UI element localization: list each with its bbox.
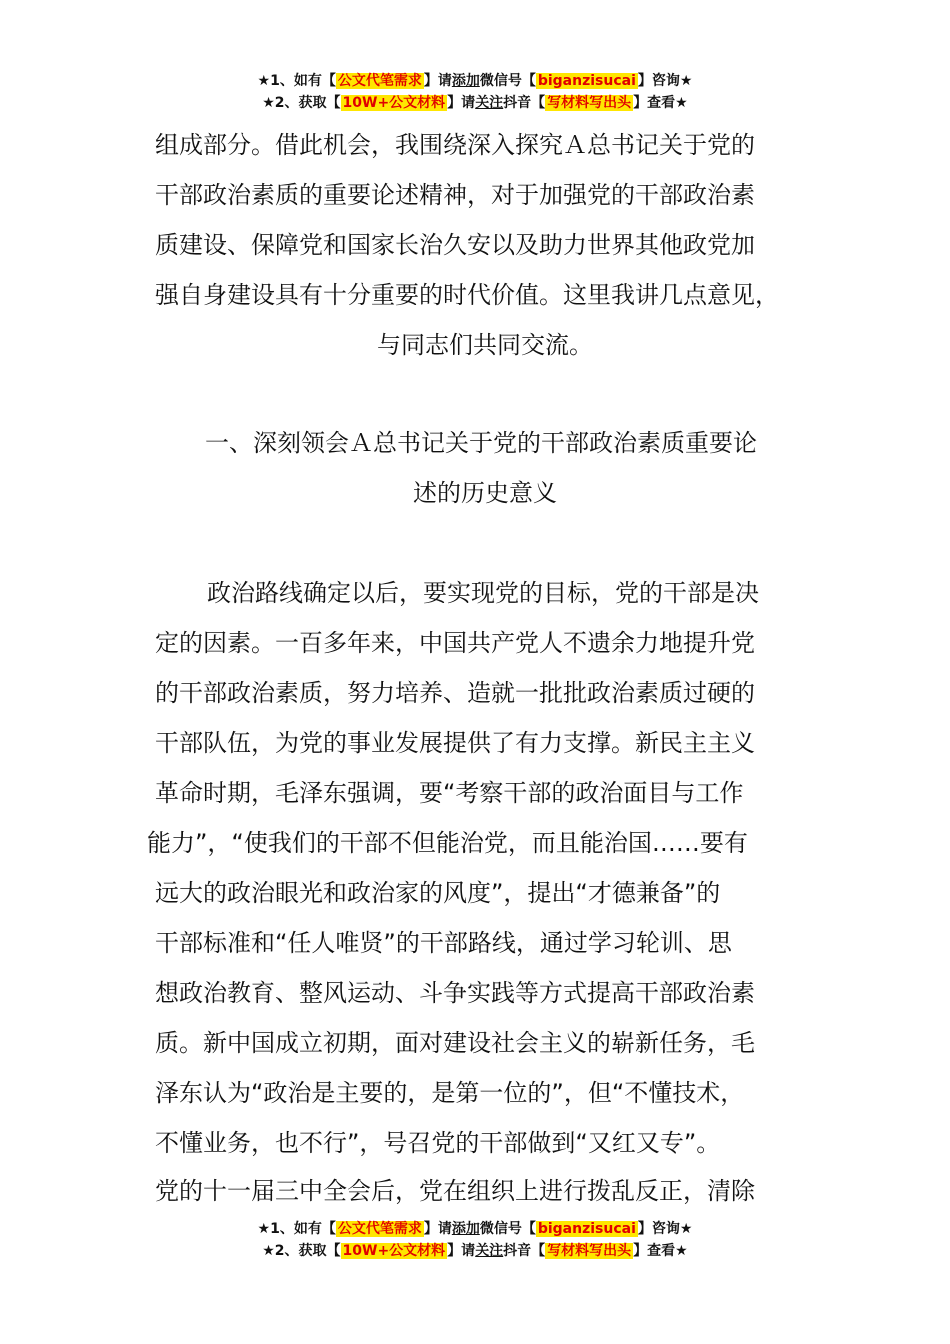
banner-line-2 [0,1240,950,1262]
banner-text: 】咨询★ [637,73,693,89]
banner-text: 抖音【 [503,95,546,111]
banner-text: 】请 [447,1243,476,1259]
banner-text: 抖音【 [503,1243,546,1259]
paragraph-line: 党的十一届三中全会后，党在组织上进行拨乱反正，清除 [155,1177,755,1205]
intro-line: 质建设、保障党和国家长治久安以及助力世界其他政党加 [155,231,755,259]
highlight-materials: 10W+公文材料 [342,95,446,111]
intro-line: 组成部分。借此机会，我围绕深入探究Ａ总书记关于党的 [155,131,755,159]
paragraph-line: 泽东认为“政治是主要的，是第一位的”，但“不懂技术， [155,1079,745,1107]
highlight-douyin-account: 写材料写出头 [547,95,632,111]
paragraph-line: 的干部政治素质，努力培养、造就一批批政治素质过硬的 [155,679,755,707]
banner-text: 微信号【 [479,1221,536,1237]
banner-text: ★1、如有【 [257,1221,336,1237]
banner-text: 】请 [423,1221,452,1237]
paragraph-line: 想政治教育、整风运动、斗争实践等方式提高干部政治素 [155,979,755,1007]
banner-underlined-text: 添加 [451,73,480,89]
banner-underlined-text: 关注 [475,95,504,111]
intro-line: 强自身建设具有十分重要的时代价值。这里我讲几点意见， [155,281,779,309]
banner-text: 】咨询★ [637,1221,693,1237]
paragraph-line: 质。新中国成立初期，面对建设社会主义的崭新任务，毛 [155,1029,755,1057]
banner-text: ★2、获取【 [262,95,341,111]
paragraph-line: 能力”，“使我们的干部不但能治党，而且能治国……要有 [147,829,748,857]
banner-text: 】请 [423,73,452,89]
intro-line: 与同志们共同交流。 [377,331,593,359]
highlight-wechat-id: biganzisucai [537,1221,636,1237]
paragraph-line: 干部队伍，为党的事业发展提供了有力支撑。新民主主义 [155,729,755,757]
banner-underlined-text: 关注 [475,1243,504,1259]
highlight-ghostwriting: 公文代笔需求 [337,1221,422,1237]
banner-text: ★2、获取【 [262,1243,341,1259]
section-heading: 一、深刻领会Ａ总书记关于党的干部政治素质重要论 [205,429,757,457]
paragraph-line: 干部标准和“任人唯贤”的干部路线，通过学习轮训、思 [155,929,732,957]
highlight-wechat-id: biganzisucai [537,73,636,89]
banner-line-1 [0,1218,950,1240]
highlight-materials: 10W+公文材料 [342,1243,446,1259]
banner-text: 】查看★ [633,1243,688,1259]
banner-line-1 [0,70,950,92]
highlight-ghostwriting: 公文代笔需求 [337,73,422,89]
paragraph-line: 不懂业务，也不行”，号召党的干部做到“又红又专”。 [155,1129,721,1157]
banner-text: ★1、如有【 [257,73,336,89]
banner-underlined-text: 添加 [451,1221,480,1237]
top-banner [0,70,950,114]
paragraph-line: 远大的政治眼光和政治家的风度”，提出“才德兼备”的 [155,879,721,907]
section-heading: 述的历史意义 [413,479,557,507]
paragraph-line: 定的因素。一百多年来，中国共产党人不遗余力地提升党 [155,629,755,657]
paragraph-line: 革命时期，毛泽东强调，要“考察干部的政治面目与工作 [155,779,744,807]
banner-text: 微信号【 [479,73,536,89]
highlight-douyin-account: 写材料写出头 [547,1243,632,1259]
intro-line: 干部政治素质的重要论述精神，对于加强党的干部政治素 [155,181,755,209]
banner-text: 】请 [447,95,476,111]
bottom-banner [0,1218,950,1262]
banner-line-2 [0,92,950,114]
paragraph-line: 政治路线确定以后，要实现党的目标，党的干部是决 [207,579,759,607]
banner-text: 】查看★ [633,95,688,111]
